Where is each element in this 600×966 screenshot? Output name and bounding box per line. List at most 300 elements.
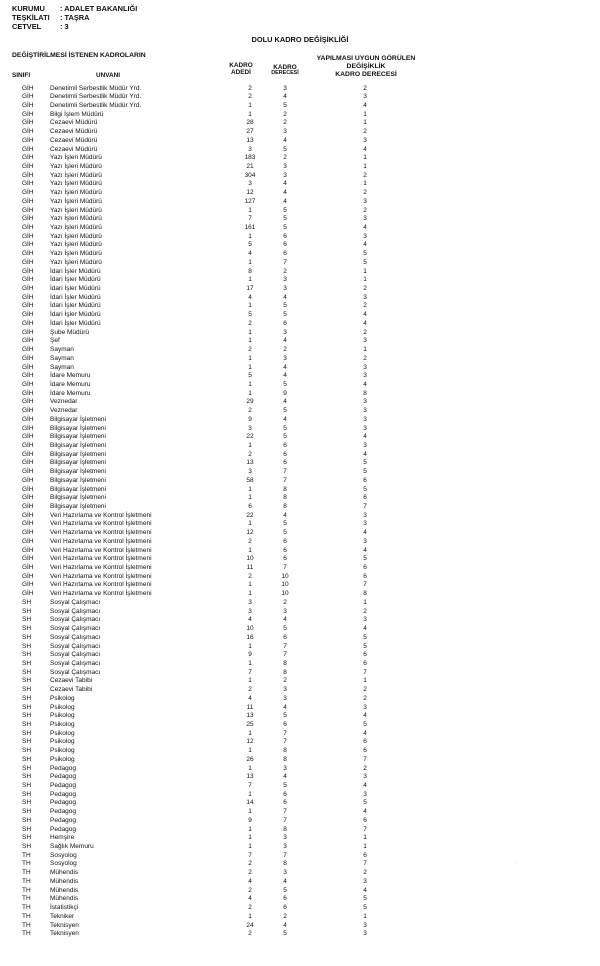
table-row [0,765,600,774]
table-row [0,364,600,373]
cell-sinifi: GİH [22,503,34,510]
cell-sinifi: GİH [22,293,34,301]
cell-uygun-derece: 3 [363,424,367,432]
cell-uygun-derece: 2 [363,206,367,214]
header-cetvel-key: CETVEL [12,22,42,31]
cell-sinifi: GİH [22,468,34,476]
cell-kadro-derecesi: 7 [283,476,287,484]
cell-kadro-adedi: 14 [246,799,254,807]
cell-kadro-adedi: 2 [248,904,252,912]
cell-kadro-adedi: 4 [248,293,252,301]
section-right-heading-line1: YAPILMASI UYGUN GÖRÜLEN [316,55,416,62]
cell-kadro-adedi: 2 [248,407,252,415]
table-row [0,834,600,843]
cell-kadro-adedi: 2 [248,869,252,877]
cell-sinifi: GİH [22,555,34,563]
cell-sinifi: SH [22,782,32,789]
cell-sinifi: GİH [22,337,34,345]
cell-uygun-derece: 4 [363,311,367,319]
table-row [0,442,600,451]
cell-uygun-derece: 5 [363,642,367,650]
cell-uygun-derece: 5 [363,895,367,903]
cell-uygun-derece: 4 [363,546,367,554]
cell-unvani: Yazı İşleri Müdürü [50,171,102,179]
cell-sinifi: GİH [22,564,34,572]
cell-unvani: Veri Hazırlama ve Kontrol İşletmeni [50,511,152,519]
table-row [0,608,600,617]
cell-sinifi: SH [22,694,32,702]
cell-uygun-derece: 4 [363,625,367,633]
cell-kadro-adedi: 26 [246,755,254,763]
cell-kadro-derecesi: 5 [283,302,287,310]
cell-uygun-derece: 3 [363,520,367,528]
cell-kadro-derecesi: 8 [283,668,287,676]
cell-unvani: Şef [50,337,60,345]
header-cetvel [12,23,69,32]
cell-unvani: Yazı İşleri Müdürü [50,154,102,162]
cell-kadro-derecesi: 7 [283,642,287,650]
cell-sinifi: GİH [22,101,34,109]
cell-kadro-derecesi: 8 [283,747,287,755]
cell-kadro-derecesi: 4 [283,511,287,519]
cell-sinifi: GİH [22,511,34,519]
cell-sinifi: GİH [22,154,34,162]
cell-uygun-derece: 7 [363,581,367,589]
cell-unvani: İdari İşler Müdürü [50,319,101,327]
cell-uygun-derece: 8 [363,590,367,598]
cell-kadro-derecesi: 5 [283,424,287,432]
cell-unvani: Veri Hazırlama ve Kontrol İşletmeni [50,555,152,563]
cell-sinifi: GİH [22,520,34,528]
cell-kadro-adedi: 3 [248,598,252,606]
cell-uygun-derece: 2 [363,189,367,197]
column-kadro-adedi-line2: ADEDİ [231,69,251,77]
cell-kadro-derecesi: 4 [283,189,287,197]
cell-kadro-derecesi: 4 [283,93,287,101]
cell-kadro-adedi: 13 [246,773,254,781]
cell-sinifi: SH [22,712,32,720]
cell-sinifi: GİH [22,267,34,275]
header-cetvel-value: : 3 [60,22,69,31]
cell-kadro-adedi: 58 [246,476,254,484]
table-row [0,826,600,835]
table-row [0,503,600,512]
table-row [0,704,600,713]
cell-kadro-adedi: 1 [248,232,252,240]
cell-kadro-derecesi: 5 [283,101,287,109]
cell-uygun-derece: 2 [363,302,367,310]
cell-kadro-adedi: 4 [248,895,252,903]
cell-kadro-derecesi: 3 [283,128,287,136]
cell-uygun-derece: 3 [363,215,367,223]
cell-unvani: Bilgisayar İşletmeni [50,450,106,458]
cell-sinifi: GİH [22,232,34,240]
cell-kadro-derecesi: 3 [283,328,287,336]
cell-sinifi: GİH [22,250,34,258]
cell-uygun-derece: 5 [363,485,367,493]
cell-kadro-adedi: 1 [248,581,252,589]
column-kadro-adedi [218,62,264,76]
cell-uygun-derece: 4 [363,101,367,109]
cell-uygun-derece: 8 [363,389,367,397]
cell-kadro-adedi: 3 [248,607,252,615]
table-row [0,930,600,939]
cell-kadro-derecesi: 3 [283,162,287,170]
cell-sinifi: SH [22,843,32,851]
table-row [0,355,600,364]
table-row [0,747,600,756]
cell-unvani: Psikolog [50,755,75,763]
table-row [0,146,600,155]
cell-kadro-adedi: 1 [248,110,252,118]
cell-sinifi: GİH [22,407,34,415]
cell-sinifi: GİH [22,224,34,231]
cell-uygun-derece: 3 [363,415,367,423]
table-row [0,538,600,547]
table-row [0,381,600,390]
cell-kadro-adedi: 1 [248,389,252,397]
table-row [0,433,600,442]
cell-kadro-adedi: 1 [248,302,252,310]
cell-kadro-adedi: 9 [248,415,252,423]
cell-sinifi: GİH [22,285,34,293]
cell-sinifi: GİH [22,276,34,284]
table-row [0,651,600,660]
cell-kadro-derecesi: 5 [283,782,287,789]
cell-sinifi: GİH [22,197,34,205]
cell-kadro-adedi: 1 [248,747,252,755]
table-row [0,302,600,311]
cell-unvani: Veri Hazırlama ve Kontrol İşletmeni [50,590,152,598]
document-title: DOLU KADRO DEĞİŞİKLİĞİ [251,35,349,44]
cell-unvani: Pedagog [50,799,77,807]
cell-kadro-adedi: 12 [246,738,254,746]
cell-uygun-derece: 4 [363,729,367,737]
cell-unvani: Psikolog [50,720,75,728]
cell-unvani: Pedagog [50,816,77,824]
cell-sinifi: GİH [22,459,34,467]
cell-unvani: Sosyal Çalışmacı [50,642,101,650]
header-teskilat-value: : TAŞRA [60,13,90,22]
cell-kadro-adedi: 2 [248,886,252,894]
table-row [0,616,600,625]
cell-kadro-derecesi: 9 [283,389,287,397]
cell-kadro-adedi: 2 [248,84,252,92]
cell-sinifi: SH [22,616,32,624]
cell-kadro-adedi: 1 [248,546,252,554]
cell-kadro-derecesi: 3 [283,354,287,362]
cell-sinifi: GİH [22,145,34,153]
cell-kadro-derecesi: 8 [283,494,287,502]
cell-kadro-derecesi: 3 [283,834,287,842]
cell-kadro-adedi: 27 [246,128,254,136]
cell-uygun-derece: 2 [363,128,367,136]
cell-unvani: Pedagog [50,764,77,772]
cell-unvani: Sosyal Çalışmacı [50,633,101,641]
cell-uygun-derece: 3 [363,773,367,781]
column-kadro-adedi-line1: KADRO [229,62,253,69]
cell-sinifi: SH [22,729,32,737]
table-row [0,390,600,399]
table-row [0,207,600,216]
cell-uygun-derece: 6 [363,747,367,755]
cell-kadro-adedi: 16 [246,633,254,641]
cell-uygun-derece: 7 [363,503,367,510]
cell-sinifi: GİH [22,546,34,554]
cell-kadro-derecesi: 6 [283,790,287,798]
table-row [0,241,600,250]
cell-kadro-adedi: 21 [246,162,254,170]
cell-sinifi: GİH [22,319,34,327]
cell-sinifi: GİH [22,529,34,537]
cell-sinifi: GİH [22,590,34,598]
cell-kadro-derecesi: 5 [283,215,287,223]
cell-unvani: İdari İşler Müdürü [50,311,101,319]
cell-sinifi: SH [22,703,32,711]
cell-sinifi: TH [22,930,31,938]
cell-uygun-derece: 4 [363,433,367,441]
column-kadro-derecesi-line1: KADRO [273,64,297,71]
cell-unvani: İdari İşler Müdürü [50,285,101,293]
cell-uygun-derece: 4 [363,319,367,327]
cell-unvani: Psikolog [50,729,75,737]
cell-kadro-derecesi: 5 [283,625,287,633]
cell-uygun-derece: 6 [363,476,367,484]
cell-uygun-derece: 3 [363,921,367,929]
cell-unvani: İdari İşler Müdürü [50,276,101,284]
cell-unvani: Bilgisayar İşletmeni [50,503,106,510]
cell-unvani: Sayman [50,363,74,371]
cell-kadro-derecesi: 5 [283,224,287,231]
cell-uygun-derece: 4 [363,808,367,816]
cell-kadro-adedi: 4 [248,877,252,885]
cell-sinifi: GİH [22,581,34,589]
cell-unvani: Sayman [50,346,74,354]
cell-kadro-derecesi: 6 [283,232,287,240]
cell-kadro-derecesi: 3 [283,171,287,179]
table-row [0,93,600,102]
cell-kadro-adedi: 13 [246,712,254,720]
cell-uygun-derece: 4 [363,529,367,537]
cell-uygun-derece: 3 [363,537,367,545]
cell-kadro-adedi: 183 [244,154,256,162]
cell-uygun-derece: 3 [363,372,367,380]
cell-kadro-derecesi: 5 [283,407,287,415]
table-row [0,555,600,564]
table-row [0,119,600,128]
cell-unvani: Cezaevi Müdürü [50,119,98,127]
cell-unvani: İdari İşler Müdürü [50,302,101,310]
cell-kadro-derecesi: 6 [283,319,287,327]
cell-kadro-derecesi: 8 [283,503,287,510]
cell-uygun-derece: 1 [363,912,367,920]
cell-kadro-adedi: 2 [248,93,252,101]
cell-sinifi: GİH [22,433,34,441]
cell-sinifi: TH [22,895,31,903]
cell-sinifi: GİH [22,380,34,388]
cell-unvani: Bilgisayar İşletmeni [50,476,106,484]
cell-uygun-derece: 3 [363,930,367,938]
cell-uygun-derece: 5 [363,633,367,641]
cell-sinifi: SH [22,808,32,816]
cell-kadro-derecesi: 6 [283,250,287,258]
cell-unvani: Psikolog [50,694,75,702]
cell-unvani: Yazı İşleri Müdürü [50,162,102,170]
cell-kadro-adedi: 1 [248,101,252,109]
cell-kadro-adedi: 12 [246,529,254,537]
cell-unvani: İstatistikçi [50,904,79,912]
column-kadro-derecesi [266,64,304,76]
cell-sinifi: SH [22,764,32,772]
cell-uygun-derece: 1 [363,154,367,162]
cell-kadro-derecesi: 10 [281,581,289,589]
cell-unvani: Teknisyen [50,921,79,929]
cell-uygun-derece: 6 [363,738,367,746]
cell-uygun-derece: 5 [363,258,367,266]
cell-kadro-adedi: 2 [248,930,252,938]
cell-uygun-derece: 3 [363,337,367,345]
cell-uygun-derece: 1 [363,162,367,170]
cell-sinifi: SH [22,686,32,694]
cell-unvani: Cezaevi Tabibi [50,677,93,685]
cell-unvani: Şube Müdürü [50,328,90,336]
table-row [0,346,600,355]
cell-kadro-derecesi: 5 [283,930,287,938]
cell-uygun-derece: 2 [363,686,367,694]
table-row [0,372,600,381]
cell-kadro-adedi: 1 [248,206,252,214]
cell-unvani: Pedagog [50,782,77,789]
cell-uygun-derece: 6 [363,564,367,572]
cell-sinifi: GİH [22,363,34,371]
cell-unvani: Bilgisayar İşletmeni [50,494,106,502]
cell-kadro-adedi: 7 [248,215,252,223]
cell-sinifi: GİH [22,189,34,197]
cell-kadro-adedi: 1 [248,494,252,502]
cell-kadro-adedi: 1 [248,677,252,685]
cell-kadro-derecesi: 6 [283,441,287,449]
cell-unvani: Denetimli Serbestlik Müdür Yrd. [50,84,142,92]
cell-kadro-derecesi: 5 [283,311,287,319]
cell-uygun-derece: 7 [363,755,367,763]
cell-uygun-derece: 6 [363,494,367,502]
cell-kadro-adedi: 1 [248,276,252,284]
cell-uygun-derece: 5 [363,904,367,912]
table-row [0,425,600,434]
cell-kadro-adedi: 1 [248,380,252,388]
cell-uygun-derece: 3 [363,511,367,519]
cell-kadro-adedi: 3 [248,424,252,432]
cell-unvani: Sağlık Memuru [50,843,94,851]
cell-kadro-derecesi: 4 [283,703,287,711]
cell-sinifi: GİH [22,110,34,118]
table-row [0,459,600,468]
cell-uygun-derece: 6 [363,572,367,580]
cell-unvani: Yazı İşleri Müdürü [50,224,102,231]
cell-uygun-derece: 4 [363,224,367,231]
cell-kadro-adedi: 1 [248,808,252,816]
cell-uygun-derece: 7 [363,860,367,868]
cell-unvani: Denetimli Serbestlik Müdür Yrd. [50,93,142,101]
cell-kadro-adedi: 22 [246,511,254,519]
cell-uygun-derece: 2 [363,764,367,772]
cell-sinifi: GİH [22,537,34,545]
cell-kadro-adedi: 1 [248,441,252,449]
cell-sinifi: SH [22,825,32,833]
cell-kadro-adedi: 5 [248,241,252,249]
cell-unvani: Cezaevi Müdürü [50,128,98,136]
table-row [0,268,600,277]
cell-kadro-derecesi: 5 [283,380,287,388]
table-row [0,564,600,573]
table-row [0,643,600,652]
cell-unvani: Sosyolog [50,860,77,868]
cell-kadro-derecesi: 6 [283,799,287,807]
table-row [0,137,600,146]
cell-kadro-derecesi: 4 [283,877,287,885]
cell-kadro-derecesi: 6 [283,720,287,728]
cell-kadro-adedi: 9 [248,816,252,824]
cell-uygun-derece: 7 [363,668,367,676]
cell-uygun-derece: 1 [363,110,367,118]
cell-kadro-adedi: 9 [248,651,252,659]
cell-kadro-adedi: 1 [248,764,252,772]
cell-kadro-adedi: 1 [248,834,252,842]
cell-kadro-adedi: 13 [246,459,254,467]
cell-kadro-adedi: 1 [248,912,252,920]
cell-kadro-adedi: 28 [246,119,254,127]
table-row [0,634,600,643]
table-row [0,329,600,338]
cell-sinifi: GİH [22,450,34,458]
cell-sinifi: GİH [22,441,34,449]
cell-kadro-adedi: 2 [248,319,252,327]
cell-sinifi: TH [22,886,31,894]
cell-kadro-adedi: 2 [248,572,252,580]
cell-kadro-derecesi: 4 [283,398,287,406]
cell-sinifi: SH [22,659,32,667]
cell-kadro-derecesi: 6 [283,555,287,563]
cell-kadro-derecesi: 3 [283,869,287,877]
cell-unvani: Pedagog [50,808,77,816]
cell-unvani: Yazı İşleri Müdürü [50,215,102,223]
cell-kadro-adedi: 29 [246,398,254,406]
table-row [0,520,600,529]
table-row [0,486,600,495]
cell-unvani: Psikolog [50,747,75,755]
table-row [0,782,600,791]
cell-kadro-derecesi: 4 [283,293,287,301]
table-row [0,922,600,931]
cell-kadro-adedi: 22 [246,433,254,441]
cell-kadro-derecesi: 7 [283,564,287,572]
table-row [0,799,600,808]
cell-sinifi: GİH [22,162,34,170]
cell-kadro-adedi: 2 [248,860,252,868]
table-row [0,111,600,120]
cell-uygun-derece: 5 [363,720,367,728]
cell-uygun-derece: 2 [363,607,367,615]
cell-kadro-adedi: 1 [248,520,252,528]
cell-unvani: Mühendis [50,877,79,885]
cell-uygun-derece: 5 [363,555,367,563]
column-kadro-derecesi-line2: DERECESİ [271,70,299,77]
cell-unvani: Veri Hazırlama ve Kontrol İşletmeni [50,572,152,580]
cell-kadro-derecesi: 4 [283,921,287,929]
cell-sinifi: SH [22,598,32,606]
cell-kadro-derecesi: 4 [283,337,287,345]
table-row [0,677,600,686]
